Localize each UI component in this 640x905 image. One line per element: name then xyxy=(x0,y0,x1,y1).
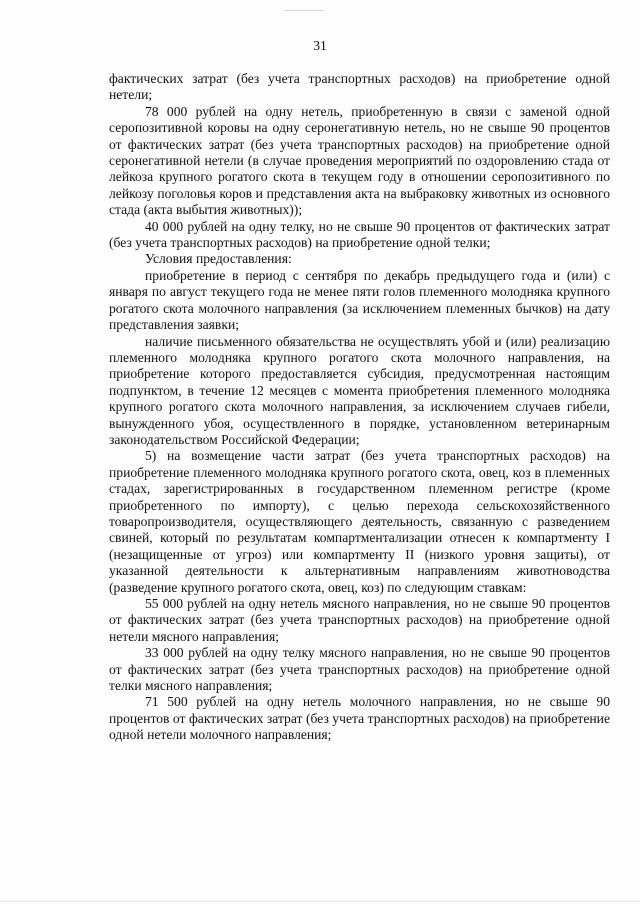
paragraph-heading: Условия предоставления: xyxy=(145,251,292,267)
page-number: 31 xyxy=(313,38,327,53)
paragraph: 78 000 рублей на одну нетель, приобретенную в связи с заменой одной серопозитивной коровы на одну серонегативную нетель, но не свыше 90 процентов от фактических затрат (без учета транспортных расходов) на приобретение одной серонегативной нетели (в случае проведения мероприятий по оздоровлению стада от лейкоза крупного рогатого скота в текущем году в отношении серопозитивного по лейкозу поголовья коров и представления акта на выбраковку животных из основного стада (акта выбытия животных)); xyxy=(109,103,610,218)
paragraph: 55 000 рублей на одну нетель мясного направления, но не свыше 90 процентов от фактических затрат (без учета транспортных расходов) на приобретение одной нетели мясного направления; xyxy=(109,596,610,644)
paragraph: 5) на возмещение части затрат (без учета транспортных расходов) на приобретение племенного молодняка крупного рогатого скота, овец, коз в племенных стадах, зарегистрированных в государственном племенном регистре (кроме приобретенного по импорту), с целью перехода сельскохозяйственного товаропроизводителя, осуществляющего деятельность, связанную с разведением свиней, который по результатам компартментализации отнесен к компартменту I (незащищенные от угроз) или компартменту II (низкого уровня защиты), от указанной деятельности к альтернативным направлениям животноводства (разведение крупного рогатого скота, овец, коз) по следующим ставкам: xyxy=(109,448,610,595)
paragraph: 33 000 рублей на одну телку мясного направления, но не свыше 90 процентов от фактических затрат (без учета транспортных расходов) на приобретение одной телки мясного направления; xyxy=(109,645,610,694)
paragraph: наличие письменного обязательства не осуществлять убой и (или) реализацию племенного молодняка крупного рогатого скота молочного направления, на приобретение которого предоставляется субсидия, предусмотренная настоящим подпунктом, в течение 12 месяцев с момента приобретения племенного молодняка крупного рогатого скота молочного направления, за исключением случаев гибели, вынужденного убоя, осуществленного в порядке, установленном ветеринарным законодательством Российской Федерации; xyxy=(109,333,610,447)
paragraph: 71 500 рублей на одну нетель молочного направления, но не свыше 90 процентов от фактических затрат (без учета транспортных расходов) на приобретение одной нетели молочного направления; xyxy=(109,694,610,743)
paragraph: приобретение в период с сентября по декабрь предыдущего года и (или) с января по август текущего года не менее пяти голов племенного молодняка крупного рогатого скота молочного направления (за исключением племенных бычков) на дату представления заявки; xyxy=(109,267,610,333)
scan-artifact-bottom xyxy=(0,901,640,902)
paragraph: 40 000 рублей на одну телку, но не свыше 90 процентов от фактических затрат (без учета транспортных расходов) на приобретение одной телки; xyxy=(109,218,610,251)
document-body xyxy=(109,71,610,744)
paragraph: фактических затрат (без учета транспортных расходов) на приобретение одной нетели; xyxy=(109,71,610,103)
scan-artifact-top xyxy=(284,10,324,11)
